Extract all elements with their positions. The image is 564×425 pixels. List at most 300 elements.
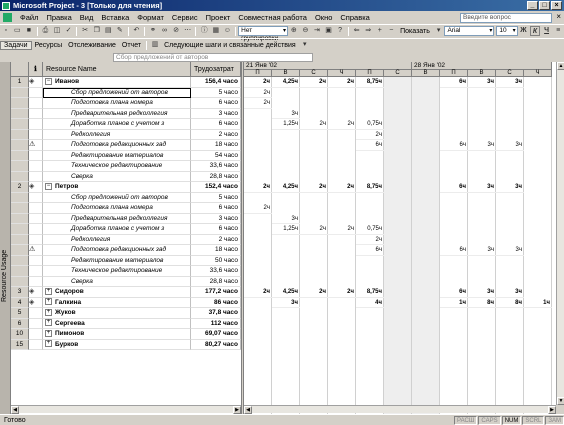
indicator-cell [29,298,43,309]
font-select[interactable]: Arial ▾ [444,26,494,36]
assignment-row[interactable] [11,256,241,267]
scroll-right-icon[interactable]: ▶ [548,406,556,414]
work-value-cell[interactable]: 0,75ч [356,119,384,130]
assignment-row[interactable] [11,266,241,277]
day-header: В [468,70,496,77]
work-value-cell[interactable]: 6ч [440,140,468,151]
info-indicator-icon[interactable]: ◈ [29,183,35,190]
day-header: П [244,70,272,77]
work-value-cell[interactable]: 1,25ч [272,119,300,130]
toolbar-separator [76,27,77,36]
row-id[interactable] [11,88,29,99]
work-value-cell[interactable]: 3ч [468,77,496,88]
bold-button[interactable]: Ж [520,27,527,34]
work-value-cell[interactable]: 8ч [468,298,496,309]
work-value-cell[interactable]: 8,75ч [356,182,384,193]
resource-name-cell[interactable] [43,298,191,309]
work-header[interactable]: Трудозатрат [191,62,241,77]
work-value-cell[interactable]: 3ч [496,140,524,151]
day-header: П [440,70,468,77]
indicator-cell [29,340,43,351]
expand-icon[interactable]: + [46,340,51,347]
name-text: Предварительная редколлегия [71,109,168,117]
chevron-down-icon[interactable]: ▾ [436,27,441,34]
row-id[interactable] [11,193,29,204]
notes-icon[interactable]: ▦ [212,27,220,34]
work-cell[interactable]: 3 часо [191,214,241,225]
indicator-cell [29,308,43,319]
guide-toggle-icon[interactable]: ▥ [151,41,159,48]
menu-edit[interactable]: Правка [46,13,72,22]
work-cell[interactable]: 177,2 часо [191,287,241,298]
menu-file[interactable]: Файл [20,13,39,22]
day-header: Ч [524,70,552,77]
menu-insert[interactable]: Вставка [101,13,130,22]
spelling-icon[interactable]: ✓ [65,27,72,34]
scroll-down-icon[interactable]: ▼ [558,398,564,404]
row-id[interactable] [11,235,29,246]
font-size-select[interactable]: 10 ▾ [496,26,517,36]
row-id[interactable] [11,214,29,225]
hyperlink-icon[interactable]: ⚭ [150,27,156,34]
guide-resources-button[interactable]: Ресурсы [34,41,63,49]
name-text: Доработка планов с учетом з [71,225,165,232]
indicator-cell [29,256,43,267]
menu-help[interactable]: Справка [340,13,370,22]
work-value-cell[interactable]: 2ч [244,77,272,88]
work-cell[interactable]: 69,07 часо [191,329,241,340]
work-value-cell[interactable]: 8,75ч [356,287,384,298]
work-value-cell[interactable]: 3ч [496,287,524,298]
indicator-cell [29,109,43,120]
assign-resources-icon[interactable]: ☺ [223,27,231,34]
resource-name-cell[interactable] [43,151,191,162]
row-id[interactable]: 1 [11,77,29,88]
work-cell[interactable]: 5 часо [191,193,241,204]
indicator-cell [29,77,43,88]
work-value-cell[interactable]: 2ч [328,287,356,298]
resource-row[interactable] [11,298,241,309]
view-bar[interactable] [0,62,11,414]
menu-bar [0,11,564,24]
indicator-cell [29,319,43,330]
toolbar-separator [128,27,129,36]
resource-row[interactable] [11,319,241,330]
scroll-up-icon[interactable]: ▲ [558,63,564,69]
expand-icon[interactable]: + [46,319,51,326]
resource-name-cell[interactable] [43,319,191,330]
resource-name-cell[interactable] [43,172,191,183]
work-cell[interactable]: 28,8 часо [191,277,241,288]
row-id[interactable] [11,130,29,141]
status-caps: CAPS [478,416,500,425]
row-id[interactable] [11,203,29,214]
work-cell[interactable]: 152,4 часо [191,182,241,193]
assignment-row[interactable] [11,151,241,162]
name-text: Редколлегия [71,235,111,243]
vertical-scrollbar[interactable] [556,62,564,405]
chevron-down-icon[interactable]: ▾ [302,41,307,48]
assignment-row[interactable] [11,130,241,141]
scroll-right-icon[interactable]: ▶ [233,406,241,414]
link-tasks-icon[interactable]: ∞ [162,27,168,34]
row-id[interactable] [11,119,29,130]
expand-icon[interactable]: + [46,329,51,336]
resource-row[interactable] [11,329,241,340]
work-value-cell[interactable]: 6ч [440,182,468,193]
grouping-select[interactable]: Нет группировки ▾ [238,26,288,36]
row-id[interactable]: 3 [11,287,29,298]
outdent-icon[interactable]: ⇐ [353,27,360,34]
work-value-cell[interactable]: 2ч [300,182,328,193]
work-cell[interactable]: 6 часо [191,119,241,130]
indicator-cell [29,193,43,204]
work-value-cell[interactable]: 2ч [244,182,272,193]
menu-window[interactable]: Окно [314,13,333,22]
work-value-cell[interactable]: 3ч [496,245,524,256]
work-cell[interactable]: 112 часо [191,319,241,330]
row-id[interactable] [11,172,29,183]
show-menu[interactable]: Показать [400,27,430,35]
week-header: 28 Янв '02 [412,62,552,70]
row-id[interactable]: 5 [11,308,29,319]
entry-field[interactable]: Сбор предложений от авторов [113,53,313,62]
work-value-cell[interactable]: 4,25ч [272,77,300,88]
resource-name-cell[interactable] [43,340,191,351]
resource-name-cell[interactable] [43,256,191,267]
resource-name-cell[interactable] [43,161,191,172]
work-cell[interactable]: 50 часо [191,256,241,267]
work-value-cell[interactable]: 3ч [496,182,524,193]
assignment-row[interactable] [11,193,241,204]
resource-name-cell[interactable] [43,140,191,151]
assignment-row[interactable] [11,245,241,256]
align-left-icon[interactable]: ≡ [556,27,561,34]
row-id[interactable]: 10 [11,329,29,340]
scroll-left-icon[interactable]: ◀ [11,406,19,414]
indicators-header[interactable]: ℹ [29,62,43,77]
row-id[interactable]: 15 [11,340,29,351]
assignment-row[interactable] [11,109,241,120]
new-icon[interactable]: ▫ [4,27,8,34]
work-value-cell[interactable]: 6ч [440,245,468,256]
resource-row[interactable] [11,287,241,298]
assignment-row[interactable] [11,224,241,235]
menu-format[interactable]: Формат [137,13,164,22]
resource-name-header[interactable]: Resource Name [43,62,191,77]
assignment-row[interactable] [11,119,241,130]
name-text: Сидоров [55,288,84,295]
maximize-button[interactable]: □ [539,1,550,10]
save-icon[interactable]: ■ [26,27,32,34]
row-id[interactable] [11,266,29,277]
indicator-cell [29,203,43,214]
assignment-row[interactable] [11,172,241,183]
work-cell[interactable]: 33,6 часо [191,266,241,277]
indicator-cell [29,88,43,99]
indicator-cell [29,245,43,256]
indicator-cell [29,119,43,130]
work-cell[interactable]: 18 часо [191,245,241,256]
work-value-cell[interactable]: 8ч [496,298,524,309]
print-icon[interactable]: ⎙ [42,27,49,34]
cut-icon[interactable]: ✂ [82,27,89,34]
work-cell[interactable]: 6 часо [191,98,241,109]
resource-name-cell[interactable] [43,214,191,225]
indent-icon[interactable]: ⇒ [365,27,372,34]
name-text: Сбор предложений от авторов [71,193,168,201]
project-guide-toolbar [0,38,564,51]
row-id[interactable] [11,224,29,235]
show-subtasks-icon[interactable]: + [377,27,382,34]
row-id[interactable] [11,109,29,120]
work-value-cell[interactable]: 0,75ч [356,224,384,235]
row-id[interactable] [11,161,29,172]
name-text: Сергеева [55,319,85,327]
work-value-cell[interactable]: 2ч [244,98,272,109]
resource-name-cell[interactable] [43,329,191,340]
name-text: Техническое редактирование [71,162,163,169]
menu-tools[interactable]: Сервис [171,13,198,22]
status-overwrite: ЗАМ [545,416,564,425]
work-cell[interactable]: 2 часо [191,235,241,246]
work-value-cell[interactable]: 2ч [300,287,328,298]
resource-row[interactable] [11,340,241,351]
resource-name-cell[interactable] [43,224,191,235]
resource-name-cell[interactable] [43,77,191,88]
level-assignment-icon[interactable]: ⚠ [29,141,36,148]
work-value-cell[interactable]: 4ч [356,298,384,309]
assignment-row[interactable] [11,277,241,288]
work-value-cell[interactable]: 2ч [328,224,356,235]
collapse-icon[interactable]: − [46,77,51,84]
work-value-cell[interactable]: 2ч [244,203,272,214]
resource-name-cell[interactable] [43,98,191,109]
resource-name-cell[interactable] [43,119,191,130]
level-assignment-icon[interactable]: ⚠ [29,246,36,253]
row-id[interactable]: 6 [11,319,29,330]
day-header: В [272,70,300,77]
resource-name-cell[interactable] [43,266,191,277]
assignment-row[interactable] [11,88,241,99]
work-cell[interactable]: 86 часо [191,298,241,309]
zoom-in-icon[interactable]: ⊕ [290,27,297,34]
work-value-cell[interactable]: 3ч [468,140,496,151]
work-value-cell[interactable]: 2ч [300,119,328,130]
help-icon[interactable]: ? [338,27,343,34]
timescale-horizontal-scrollbar[interactable] [244,405,556,413]
indicator-cell [29,98,43,109]
work-value-cell[interactable]: 2ч [328,77,356,88]
work-cell[interactable]: 18 часо [191,140,241,151]
window-controls [527,1,562,10]
work-cell[interactable]: 33,6 часо [191,161,241,172]
work-cell[interactable]: 54 часо [191,151,241,162]
assignment-row[interactable] [11,161,241,172]
menu-collaborate[interactable]: Совместная работа [238,13,307,22]
work-value-cell[interactable]: 2ч [328,182,356,193]
resource-name-cell[interactable] [43,287,191,298]
assignment-row[interactable] [11,140,241,151]
goto-task-icon[interactable]: ⇥ [314,27,320,34]
work-value-cell[interactable]: 6ч [440,77,468,88]
row-id[interactable] [11,151,29,162]
collapse-icon[interactable]: − [46,182,51,189]
expand-icon[interactable]: + [46,308,51,315]
day-header: П [356,70,384,77]
work-cell[interactable]: 6 часо [191,203,241,214]
work-value-cell[interactable]: 8,75ч [356,77,384,88]
row-id[interactable]: 4 [11,298,29,309]
indicator-cell [29,161,43,172]
zoom-out-icon[interactable]: ⊖ [302,27,309,34]
name-text: Галкина [55,298,82,306]
work-cell[interactable]: 28,8 часо [191,172,241,183]
work-cell[interactable]: 2 часо [191,130,241,141]
next-steps-menu[interactable]: Следующие шаги и связанные действия [164,41,296,49]
status-bar [0,414,564,425]
work-value-cell[interactable]: 4,25ч [272,182,300,193]
name-text: Предварительная редколлегия [71,214,168,222]
document-close-icon[interactable]: × [556,12,561,21]
row-id[interactable] [11,245,29,256]
document-icon[interactable] [3,13,12,22]
copy-picture-icon[interactable]: ▣ [325,27,332,34]
format-painter-icon[interactable]: ✎ [116,27,123,34]
resource-row[interactable] [11,77,241,88]
scroll-left-icon[interactable]: ◀ [244,406,252,414]
info-indicator-icon[interactable]: ◈ [29,288,35,295]
work-value-cell[interactable]: 3ч [272,298,300,309]
indicator-cell [29,182,43,193]
info-indicator-icon[interactable]: ◈ [29,78,35,85]
expand-icon[interactable]: + [46,287,51,294]
info-indicator-icon[interactable]: ◈ [29,298,35,306]
help-question-input[interactable]: Введите вопрос [460,13,552,23]
resource-name-cell[interactable] [43,245,191,256]
assignment-row[interactable] [11,214,241,225]
split-task-icon[interactable]: ⋯ [184,27,192,34]
row-id[interactable] [11,140,29,151]
toolbar-separator [144,27,145,36]
work-value-cell[interactable]: 3ч [468,287,496,298]
work-cell[interactable]: 156,4 часо [191,77,241,88]
guide-report-button[interactable]: Отчет [121,41,142,49]
work-cell[interactable]: 5 часо [191,88,241,99]
work-value-cell[interactable]: 6ч [356,140,384,151]
sheet-horizontal-scrollbar[interactable] [11,405,241,413]
work-value-cell[interactable]: 3ч [468,182,496,193]
resource-name-cell[interactable] [43,182,191,193]
name-text: Петров [55,183,79,190]
work-value-cell[interactable]: 2ч [356,130,384,141]
day-header: С [300,70,328,77]
menu-view[interactable]: Вид [79,13,94,22]
row-id[interactable] [11,98,29,109]
unlink-icon[interactable]: ⊘ [173,27,180,34]
assignment-row[interactable] [11,235,241,246]
work-cell[interactable]: 37,8 часо [191,308,241,319]
work-value-cell[interactable]: 6ч [356,245,384,256]
work-value-cell[interactable]: 3ч [496,77,524,88]
expand-icon[interactable]: + [46,298,51,305]
open-icon[interactable]: ▭ [14,27,21,34]
work-value-cell[interactable]: 2ч [328,119,356,130]
work-cell[interactable]: 3 часо [191,109,241,120]
resource-name-cell[interactable] [43,203,191,214]
work-value-cell[interactable]: 6ч [440,287,468,298]
row-id[interactable] [11,277,29,288]
resource-name-cell[interactable] [43,277,191,288]
work-value-cell[interactable]: 1ч [524,298,552,309]
indicator-cell [29,287,43,298]
guide-tracking-button[interactable]: Отслеживание [68,41,116,49]
name-text: Сверка [71,277,93,285]
work-cell[interactable]: 6 часо [191,224,241,235]
name-text: Редактирование материалов [71,151,164,159]
resource-row[interactable] [11,182,241,193]
menu-project[interactable]: Проект [205,13,231,22]
indicator-cell [29,151,43,162]
work-value-cell[interactable]: 3ч [272,109,300,120]
assignment-row[interactable] [11,203,241,214]
copy-icon[interactable]: ❐ [93,27,100,34]
assignment-row[interactable] [11,98,241,109]
close-button[interactable]: × [551,1,562,10]
work-value-cell[interactable]: 3ч [468,245,496,256]
name-text: Жуков [55,309,76,316]
name-text: Подготовка плана номера [71,204,153,211]
undo-icon[interactable]: ↶ [133,27,140,34]
title-bar [0,0,564,11]
resource-name-cell[interactable] [43,235,191,246]
minimize-button[interactable]: _ [527,1,538,10]
preview-icon[interactable]: ◫ [53,27,61,34]
day-column [524,77,552,414]
resource-name-cell[interactable] [43,193,191,204]
hide-subtasks-icon[interactable]: − [389,27,394,34]
guide-tasks-button[interactable]: Задачи [0,41,32,50]
select-all-header[interactable] [11,62,29,77]
work-value-cell[interactable]: 2ч [356,235,384,246]
indicator-cell [29,277,43,288]
name-text: Бурков [55,340,79,348]
work-value-cell[interactable]: 4,25ч [272,287,300,298]
resource-sheet [11,62,241,414]
work-value-cell[interactable]: 1,25ч [272,224,300,235]
resource-row[interactable] [11,308,241,319]
resource-name-cell[interactable] [43,109,191,120]
resource-name-cell[interactable] [43,130,191,141]
resource-name-cell[interactable] [43,308,191,319]
day-header: В [412,70,440,77]
work-cell[interactable]: 80,27 часо [191,340,241,351]
work-value-cell[interactable]: 1ч [440,298,468,309]
work-value-cell[interactable]: 2ч [300,224,328,235]
task-info-icon[interactable]: ⓘ [200,27,208,34]
work-value-cell[interactable]: 3ч [272,214,300,225]
work-value-cell[interactable]: 2ч [244,287,272,298]
underline-button[interactable]: Ч [544,27,550,34]
work-value-cell[interactable]: 2ч [300,77,328,88]
resource-name-cell[interactable] [43,88,191,99]
paste-icon[interactable]: ▤ [104,27,112,34]
row-id[interactable]: 2 [11,182,29,193]
row-id[interactable] [11,256,29,267]
work-value-cell[interactable]: 2ч [244,88,272,99]
italic-button[interactable]: К [530,26,540,36]
day-column [244,77,272,414]
